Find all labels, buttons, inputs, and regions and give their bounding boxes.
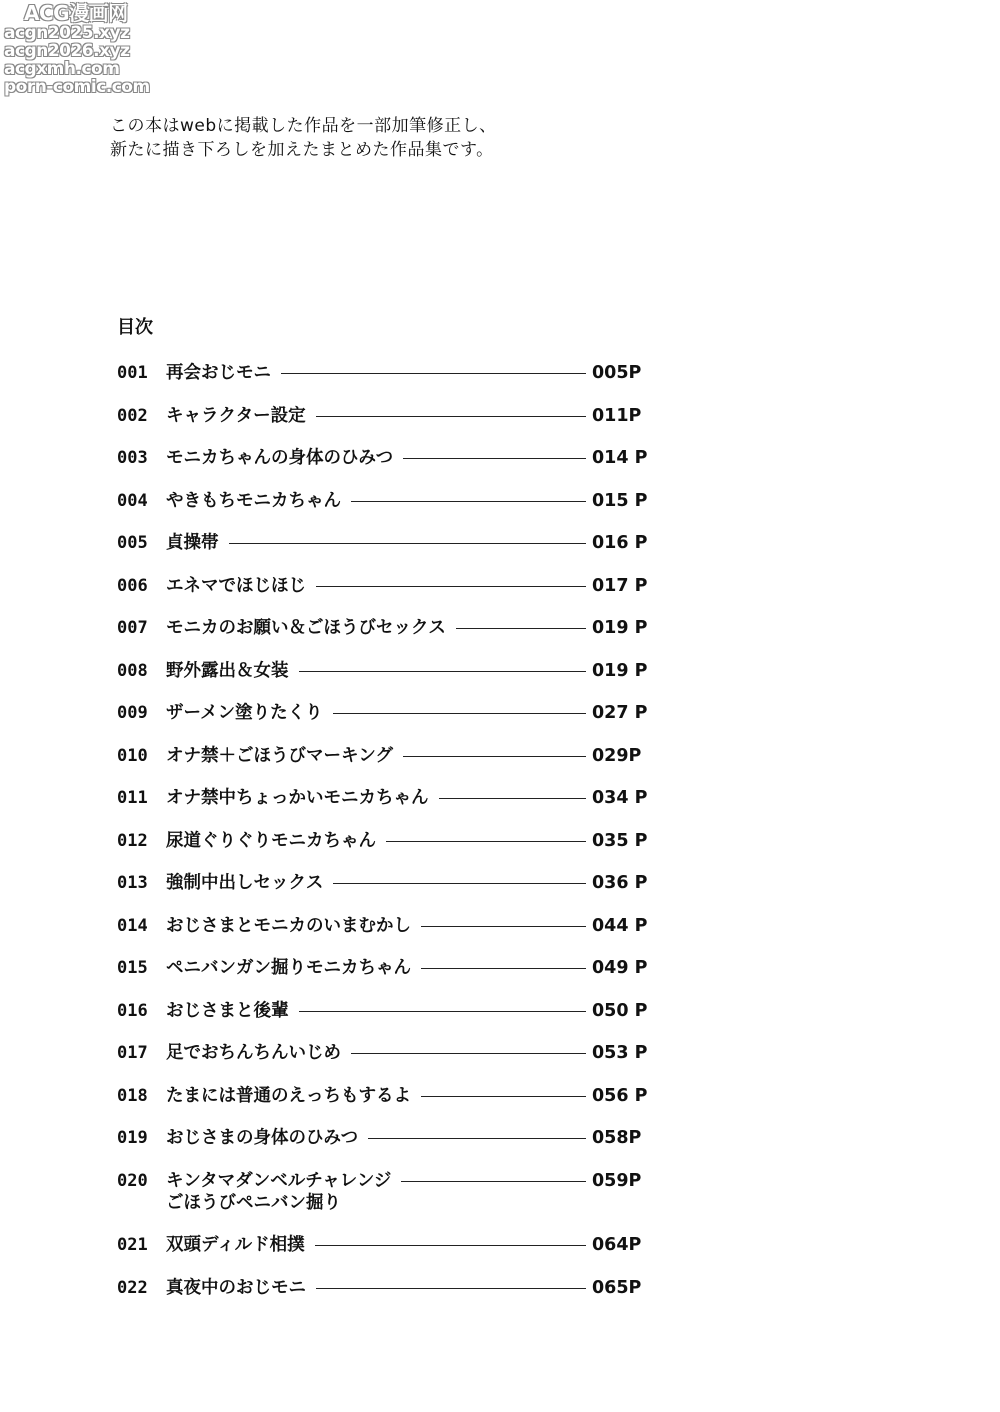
toc-leader-line — [315, 1245, 586, 1246]
toc-entry-title — [166, 615, 446, 639]
toc-entry-number: 001 — [117, 363, 148, 383]
toc-leader-line — [299, 671, 587, 672]
toc-entry-title — [166, 785, 429, 809]
toc-entry-title-line: 真夜中のおじモニ — [166, 1277, 306, 1298]
toc-entry-title — [166, 573, 306, 597]
toc-entry-title-line: たまには普通のえっちもするよ — [166, 1085, 411, 1106]
toc-entry-page: 016 P — [592, 533, 648, 553]
toc-entry-page: 019 P — [592, 618, 648, 638]
toc-entry-title-wrap — [166, 403, 592, 427]
toc-entry-page: 011P — [592, 405, 642, 426]
table-of-contents — [117, 360, 647, 1317]
toc-entry-page: 044 P — [592, 915, 648, 936]
toc-leader-line — [351, 1053, 586, 1054]
toc-entry-number: 014 — [117, 915, 148, 936]
toc-entry-title-wrap — [166, 955, 592, 979]
toc-entry-title-line: ペニバンガン掘りモニカちゃん — [166, 958, 411, 978]
toc-entry-number: 010 — [117, 745, 148, 766]
toc-entry-page: 015 P — [592, 490, 648, 511]
toc-entry — [117, 998, 647, 1024]
toc-entry-title-wrap — [166, 870, 592, 894]
toc-entry — [117, 1232, 647, 1258]
toc-leader-line — [456, 628, 586, 629]
toc-leader-line — [351, 501, 586, 502]
toc-entry-number: 017 — [117, 1043, 148, 1063]
toc-entry-title-line: キャラクター設定 — [166, 405, 306, 426]
toc-entry-title-wrap — [166, 1125, 592, 1149]
toc-entry-title-line: ザーメン塗りたくり — [166, 703, 323, 723]
toc-entry-title-wrap — [166, 488, 592, 512]
toc-entry-number: 018 — [117, 1085, 148, 1106]
toc-entry-page: 065P — [592, 1277, 642, 1298]
toc-leader-line — [421, 968, 586, 969]
toc-entry-number: 004 — [117, 490, 148, 511]
toc-entry — [117, 403, 647, 429]
toc-entry-page: 035 P — [592, 830, 648, 851]
toc-entry-title — [166, 828, 376, 852]
toc-entry-number: 022 — [117, 1277, 148, 1298]
toc-entry — [117, 913, 647, 939]
toc-entry — [117, 1083, 647, 1109]
toc-entry-title — [166, 870, 323, 894]
toc-entry-title-wrap — [166, 1232, 592, 1256]
toc-entry-page: 058P — [592, 1128, 642, 1148]
toc-leader-line — [333, 713, 586, 714]
toc-entry-page: 050 P — [592, 1000, 648, 1021]
toc-entry-page: 014 P — [592, 448, 648, 468]
toc-entry-number: 012 — [117, 830, 148, 851]
toc-entry — [117, 530, 647, 556]
toc-leader-line — [421, 1096, 586, 1097]
toc-entry-title-wrap — [166, 573, 592, 597]
toc-entry-title-line: キンタマダンベルチャレンジ — [166, 1170, 392, 1191]
toc-entry-page: 049 P — [592, 958, 648, 978]
toc-entry-page: 034 P — [592, 788, 648, 808]
toc-entry-title — [166, 913, 411, 937]
toc-entry-title-line: 貞操帯 — [166, 533, 219, 553]
toc-entry-title — [166, 743, 393, 767]
toc-leader-line — [316, 1288, 586, 1289]
toc-entry-title-wrap — [166, 615, 592, 639]
toc-entry — [117, 785, 647, 811]
toc-entry-title-wrap — [166, 1083, 592, 1107]
toc-leader-line — [386, 841, 586, 842]
toc-entry-title-line: おじさまと後輩 — [166, 1000, 289, 1021]
toc-entry-title-wrap — [166, 785, 592, 809]
toc-entry-number: 021 — [117, 1235, 148, 1255]
toc-leader-line — [421, 926, 586, 927]
toc-entry-page: 036 P — [592, 873, 648, 893]
toc-entry-page: 027 P — [592, 703, 648, 723]
intro-line: 新たに描き下ろしを加えたまとめた作品集です。 — [110, 140, 494, 160]
toc-entry-title-line: おじさまの身体のひみつ — [166, 1128, 359, 1148]
watermark-line: acgn2025.xyz — [4, 23, 130, 43]
toc-entry-page: 059P — [592, 1170, 642, 1191]
toc-entry-title-wrap — [166, 360, 592, 384]
toc-entry-page: 029P — [592, 745, 642, 766]
toc-entry-title-line: モニカのお願い＆ごほうびセックス — [166, 618, 446, 638]
toc-entry — [117, 828, 647, 854]
toc-entry-number: 009 — [117, 703, 148, 723]
toc-entry — [117, 870, 647, 896]
toc-entry-title — [166, 1275, 306, 1299]
toc-leader-line — [403, 756, 586, 757]
toc-entry-page: 005P — [592, 363, 642, 383]
toc-entry-title — [166, 530, 219, 554]
toc-entry-number: 016 — [117, 1000, 148, 1021]
toc-entry-page: 017 P — [592, 575, 648, 596]
toc-entry-title-line: オナ禁中ちょっかいモニカちゃん — [166, 788, 429, 808]
toc-entry-number: 006 — [117, 575, 148, 596]
toc-entry-title — [166, 1040, 341, 1064]
toc-entry-title — [166, 403, 306, 427]
toc-entry — [117, 658, 647, 684]
toc-entry — [117, 360, 647, 386]
toc-leader-line — [439, 798, 587, 799]
toc-entry-title — [166, 1232, 305, 1256]
toc-entry — [117, 1125, 647, 1151]
toc-entry-title-line: 再会おじモニ — [166, 363, 271, 383]
toc-entry-title-wrap — [166, 700, 592, 724]
toc-leader-line — [316, 416, 586, 417]
toc-entry-title-line: 尿道ぐりぐりモニカちゃん — [166, 830, 376, 851]
toc-entry-title-line: やきもちモニカちゃん — [166, 490, 341, 511]
toc-entry — [117, 1040, 647, 1066]
toc-entry-number: 005 — [117, 533, 148, 553]
toc-entry-number: 003 — [117, 448, 148, 468]
toc-entry — [117, 743, 647, 769]
toc-entry-title-wrap — [166, 1168, 592, 1214]
toc-entry-title-line: 足でおちんちんいじめ — [166, 1043, 341, 1063]
toc-entry-title — [166, 1083, 411, 1107]
toc-entry-title-wrap — [166, 658, 592, 682]
toc-leader-line — [281, 373, 586, 374]
toc-entry-number: 019 — [117, 1128, 148, 1148]
toc-entry-page: 019 P — [592, 660, 648, 681]
toc-entry-title — [166, 1168, 391, 1214]
toc-leader-line — [401, 1181, 586, 1182]
toc-entry-title-line: モニカちゃんの身体のひみつ — [166, 448, 394, 468]
toc-entry-page: 053 P — [592, 1043, 648, 1063]
toc-entry-title-line: 双頭ディルド相撲 — [166, 1235, 305, 1255]
toc-entry-title — [166, 998, 289, 1022]
toc-entry — [117, 1168, 647, 1216]
toc-leader-line — [316, 586, 586, 587]
toc-entry-title — [166, 360, 271, 384]
toc-entry-title-line: おじさまとモニカのいまむかし — [166, 915, 411, 936]
toc-entry-number: 007 — [117, 618, 148, 638]
toc-entry-title-wrap — [166, 828, 592, 852]
toc-entry-title-wrap — [166, 1040, 592, 1064]
toc-entry-title-line: エネマでほじほじ — [166, 575, 306, 596]
toc-entry-title-line: 強制中出しセックス — [166, 873, 324, 893]
toc-entry — [117, 445, 647, 471]
toc-entry-number: 015 — [117, 958, 148, 978]
toc-leader-line — [368, 1138, 586, 1139]
toc-leader-line — [299, 1011, 587, 1012]
toc-entry — [117, 700, 647, 726]
toc-entry-title-wrap — [166, 913, 592, 937]
toc-entry-title-wrap — [166, 445, 592, 469]
toc-entry-title-wrap — [166, 530, 592, 554]
toc-entry-title-wrap — [166, 998, 592, 1022]
toc-entry-title — [166, 445, 393, 469]
toc-entry — [117, 573, 647, 599]
watermark — [4, 2, 150, 96]
toc-leader-line — [229, 543, 587, 544]
intro-text — [110, 114, 497, 162]
intro-line: この本はwebに掲載した作品を一部加筆修正し、 — [110, 116, 497, 136]
toc-entry-title-wrap — [166, 1275, 592, 1299]
toc-entry-title — [166, 658, 289, 682]
toc-entry — [117, 488, 647, 514]
toc-heading: 目次 — [117, 317, 153, 338]
toc-entry-title-line: オナ禁＋ごほうびマーキング — [166, 745, 393, 766]
toc-entry — [117, 615, 647, 641]
toc-entry — [117, 955, 647, 981]
toc-entry-title-line-2: ごほうびペニバン掘り — [166, 1192, 341, 1213]
toc-entry-number: 020 — [117, 1170, 148, 1191]
watermark-line: porn-comic.com — [4, 77, 150, 97]
toc-entry-page: 056 P — [592, 1085, 648, 1106]
toc-entry-number: 011 — [117, 788, 148, 808]
toc-entry-page: 064P — [592, 1235, 642, 1255]
toc-entry-title — [166, 955, 411, 979]
toc-entry-number: 013 — [117, 873, 148, 893]
toc-entry-title-line: 野外露出＆女装 — [166, 660, 289, 681]
toc-entry-title — [166, 1125, 358, 1149]
watermark-line: ACG漫画网 — [24, 1, 128, 25]
toc-entry-title-wrap — [166, 743, 592, 767]
toc-entry — [117, 1275, 647, 1301]
toc-leader-line — [403, 458, 586, 459]
toc-entry-number: 008 — [117, 660, 148, 681]
watermark-line: acgxmh.com — [4, 59, 120, 79]
toc-entry-title — [166, 488, 341, 512]
toc-entry-number: 002 — [117, 405, 148, 426]
watermark-line: acgn2026.xyz — [4, 41, 130, 61]
toc-leader-line — [333, 883, 586, 884]
toc-entry-title — [166, 700, 323, 724]
